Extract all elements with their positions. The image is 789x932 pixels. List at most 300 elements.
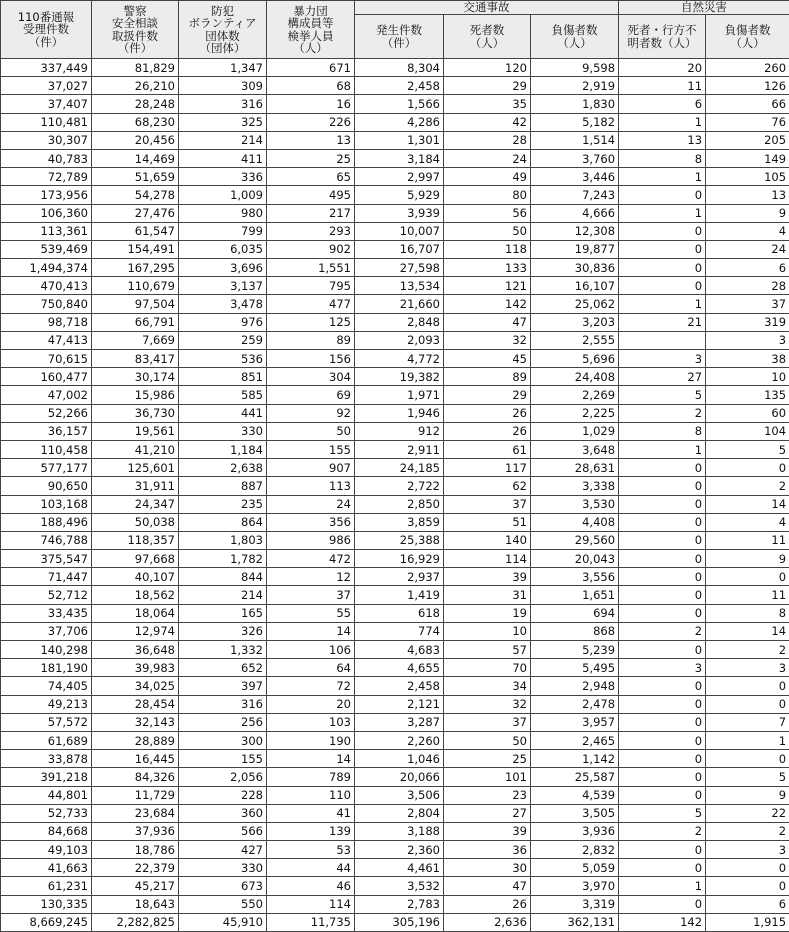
table-cell: 536: [179, 350, 267, 368]
table-cell: 6,035: [179, 240, 267, 258]
table-cell: 29: [444, 77, 531, 95]
table-cell: 1: [619, 440, 706, 458]
table-cell: 125: [267, 313, 355, 331]
table-row: [1, 386, 789, 404]
table-cell: 51,659: [92, 168, 179, 186]
table-row: [1, 95, 789, 113]
table-cell: 2,832: [531, 841, 619, 859]
table-cell: 1,651: [531, 586, 619, 604]
table-cell: 2,911: [355, 440, 444, 458]
table-cell: 5,495: [531, 659, 619, 677]
table-cell: 11,735: [267, 913, 355, 931]
table-cell: 23: [444, 786, 531, 804]
table-cell: 2,948: [531, 677, 619, 695]
table-cell: 18,562: [92, 586, 179, 604]
table-cell: 27,598: [355, 259, 444, 277]
table-cell: 694: [531, 604, 619, 622]
table-cell: 160,477: [1, 368, 92, 386]
table-cell: 49: [444, 168, 531, 186]
table-row: [1, 259, 789, 277]
table-cell: 0: [619, 277, 706, 295]
table-cell: 140: [444, 531, 531, 549]
table-cell: 391,218: [1, 768, 92, 786]
table-cell: 24,408: [531, 368, 619, 386]
table-cell: 0: [619, 513, 706, 531]
table-cell: 190: [267, 731, 355, 749]
table-cell: 98,718: [1, 313, 92, 331]
table-cell: 1,782: [179, 550, 267, 568]
table-cell: 566: [179, 822, 267, 840]
table-cell: 0: [619, 695, 706, 713]
table-cell: 19,561: [92, 422, 179, 440]
table-row: [1, 240, 789, 258]
table-cell: 799: [179, 222, 267, 240]
table-cell: 110,679: [92, 277, 179, 295]
table-cell: 1,803: [179, 531, 267, 549]
table-cell: 30,836: [531, 259, 619, 277]
table-cell: 902: [267, 240, 355, 258]
table-cell: 12,974: [92, 622, 179, 640]
table-cell: 114: [444, 550, 531, 568]
table-cell: 32,143: [92, 713, 179, 731]
table-cell: 149: [706, 149, 789, 167]
table-cell: 5,059: [531, 859, 619, 877]
table-cell: 52,266: [1, 404, 92, 422]
table-cell: 80: [444, 186, 531, 204]
table-cell: 356: [267, 513, 355, 531]
table-cell: 1: [619, 295, 706, 313]
table-cell: 97,504: [92, 295, 179, 313]
table-cell: 7: [706, 713, 789, 731]
table-cell: 5: [619, 386, 706, 404]
table-cell: 89: [267, 331, 355, 349]
table-cell: 8: [706, 604, 789, 622]
table-cell: 986: [267, 531, 355, 549]
table-cell: 4,772: [355, 350, 444, 368]
table-cell: 25,062: [531, 295, 619, 313]
table-cell: 0: [619, 222, 706, 240]
table-cell: 103: [267, 713, 355, 731]
table-cell: 20,066: [355, 768, 444, 786]
table-cell: 18,786: [92, 841, 179, 859]
table-cell: 1: [619, 877, 706, 895]
table-cell: 0: [619, 568, 706, 586]
table-cell: 3,530: [531, 495, 619, 513]
table-row: [1, 149, 789, 167]
table-cell: 31: [444, 586, 531, 604]
table-cell: 746,788: [1, 531, 92, 549]
table-cell: 49,213: [1, 695, 92, 713]
table-cell: 32: [444, 695, 531, 713]
table-cell: 13: [706, 186, 789, 204]
table-cell: 45,217: [92, 877, 179, 895]
table-cell: 30,174: [92, 368, 179, 386]
table-cell: 2,997: [355, 168, 444, 186]
table-cell: 8,669,245: [1, 913, 92, 931]
table-cell: 24: [267, 495, 355, 513]
table-cell: 1,566: [355, 95, 444, 113]
table-cell: 61,689: [1, 731, 92, 749]
table-cell: 3,696: [179, 259, 267, 277]
table-cell: 24,347: [92, 495, 179, 513]
table-cell: 13: [619, 131, 706, 149]
header-110-calls: 110番通報 受理件数 （件）: [1, 1, 92, 59]
table-cell: 2: [706, 477, 789, 495]
table-cell: 130,335: [1, 895, 92, 913]
table-cell: 30: [444, 859, 531, 877]
table-cell: 1,419: [355, 586, 444, 604]
table-cell: 411: [179, 149, 267, 167]
table-cell: 550: [179, 895, 267, 913]
table-cell: 4,683: [355, 641, 444, 659]
table-cell: 0: [619, 495, 706, 513]
table-cell: 618: [355, 604, 444, 622]
table-cell: 3: [706, 659, 789, 677]
table-cell: 0: [619, 641, 706, 659]
table-cell: 18,643: [92, 895, 179, 913]
table-cell: 47,002: [1, 386, 92, 404]
table-cell: 472: [267, 550, 355, 568]
table-cell: 25,587: [531, 768, 619, 786]
table-cell: 74,405: [1, 677, 92, 695]
table-cell: 1,971: [355, 386, 444, 404]
table-cell: 300: [179, 731, 267, 749]
table-cell: 19,382: [355, 368, 444, 386]
table-cell: 37: [267, 586, 355, 604]
table-cell: 260: [706, 59, 789, 77]
table-cell: 45: [444, 350, 531, 368]
table-cell: 3,760: [531, 149, 619, 167]
table-cell: 7,243: [531, 186, 619, 204]
table-cell: 3: [619, 350, 706, 368]
table-cell: 316: [179, 695, 267, 713]
table-cell: 3,556: [531, 568, 619, 586]
table-row: [1, 168, 789, 186]
table-cell: 0: [619, 550, 706, 568]
table-cell: 14: [706, 622, 789, 640]
table-cell: 40,107: [92, 568, 179, 586]
table-cell: 3,184: [355, 149, 444, 167]
table-cell: 9: [706, 204, 789, 222]
table-cell: 3,970: [531, 877, 619, 895]
table-cell: 10,007: [355, 222, 444, 240]
table-cell: 4,666: [531, 204, 619, 222]
table-cell: 45,910: [179, 913, 267, 931]
table-cell: 2: [706, 641, 789, 659]
table-cell: 2,121: [355, 695, 444, 713]
table-cell: 71,447: [1, 568, 92, 586]
table-cell: 72: [267, 677, 355, 695]
table-cell: 55: [267, 604, 355, 622]
table-cell: 3,188: [355, 822, 444, 840]
table-cell: 133: [444, 259, 531, 277]
table-cell: 2: [619, 404, 706, 422]
table-cell: 23,684: [92, 804, 179, 822]
table-row: [1, 59, 789, 77]
table-body: [1, 59, 789, 932]
table-cell: 16: [267, 95, 355, 113]
header-disaster-injured: 負傷者数 （人）: [706, 15, 789, 59]
table-cell: 52,712: [1, 586, 92, 604]
table-cell: 8: [619, 149, 706, 167]
table-row: [1, 641, 789, 659]
table-cell: 6: [706, 895, 789, 913]
table-cell: 360: [179, 804, 267, 822]
table-cell: 673: [179, 877, 267, 895]
table-cell: 41: [267, 804, 355, 822]
table-cell: 256: [179, 713, 267, 731]
table-row: [1, 331, 789, 349]
table-cell: 103,168: [1, 495, 92, 513]
table-cell: 2: [619, 822, 706, 840]
table-cell: 0: [619, 750, 706, 768]
table-cell: 0: [619, 477, 706, 495]
table-cell: 1,494,374: [1, 259, 92, 277]
table-cell: 90,650: [1, 477, 92, 495]
table-cell: 0: [619, 841, 706, 859]
table-row: [1, 513, 789, 531]
table-row: [1, 277, 789, 295]
table-row: [1, 622, 789, 640]
table-cell: 14: [267, 622, 355, 640]
table-cell: 155: [179, 750, 267, 768]
table-cell: 156: [267, 350, 355, 368]
table-cell: 3,446: [531, 168, 619, 186]
table-cell: 106: [267, 641, 355, 659]
table-cell: 1,184: [179, 440, 267, 458]
table-row: [1, 222, 789, 240]
table-cell: 33,878: [1, 750, 92, 768]
table-cell: 30,307: [1, 131, 92, 149]
table-cell: 40,783: [1, 149, 92, 167]
table-cell: 50: [267, 422, 355, 440]
table-cell: 66,791: [92, 313, 179, 331]
table-cell: 10: [444, 622, 531, 640]
table-cell: 142: [619, 913, 706, 931]
table-cell: 50,038: [92, 513, 179, 531]
table-cell: 53: [267, 841, 355, 859]
table-cell: 50: [444, 222, 531, 240]
table-cell: 65: [267, 168, 355, 186]
table-cell: 57: [444, 641, 531, 659]
table-row: [1, 822, 789, 840]
table-cell: 39: [444, 568, 531, 586]
table-cell: 41,663: [1, 859, 92, 877]
table-cell: 14,469: [92, 149, 179, 167]
table-cell: 5,182: [531, 113, 619, 131]
table-cell: 0: [706, 877, 789, 895]
table-cell: 44: [267, 859, 355, 877]
table-row: [1, 77, 789, 95]
header-crime-prevention-volunteers: 防犯 ボランティア 団体数 （団体）: [179, 1, 267, 59]
table-cell: 155: [267, 440, 355, 458]
table-cell: 2,282,825: [92, 913, 179, 931]
header-traffic-deaths: 死者数 （人）: [444, 15, 531, 59]
table-cell: 228: [179, 786, 267, 804]
table-cell: 120: [444, 59, 531, 77]
table-cell: 181,190: [1, 659, 92, 677]
table-cell: 868: [531, 622, 619, 640]
table-row: [1, 131, 789, 149]
table-cell: 31,911: [92, 477, 179, 495]
table-cell: 5: [706, 768, 789, 786]
table-cell: 0: [619, 786, 706, 804]
table-cell: 3,939: [355, 204, 444, 222]
table-cell: 976: [179, 313, 267, 331]
table-cell: 37,407: [1, 95, 92, 113]
table-row: [1, 750, 789, 768]
table-cell: 217: [267, 204, 355, 222]
table-cell: 29,560: [531, 531, 619, 549]
table-cell: 1: [619, 204, 706, 222]
table-cell: 110,458: [1, 440, 92, 458]
table-cell: 34,025: [92, 677, 179, 695]
table-row: [1, 368, 789, 386]
table-cell: 37,936: [92, 822, 179, 840]
table-cell: 0: [619, 586, 706, 604]
table-cell: 64: [267, 659, 355, 677]
table-cell: 316: [179, 95, 267, 113]
table-cell: 14: [706, 495, 789, 513]
table-cell: 4: [706, 513, 789, 531]
table-cell: 72,789: [1, 168, 92, 186]
table-cell: 28,454: [92, 695, 179, 713]
table-cell: 21,660: [355, 295, 444, 313]
table-cell: 305,196: [355, 913, 444, 931]
table-cell: 26: [444, 404, 531, 422]
table-cell: 0: [706, 568, 789, 586]
table-cell: 5: [706, 440, 789, 458]
table-cell: 214: [179, 586, 267, 604]
table-cell: 0: [619, 895, 706, 913]
table-cell: 293: [267, 222, 355, 240]
table-cell: 118: [444, 240, 531, 258]
table-cell: 4,655: [355, 659, 444, 677]
table-cell: 319: [706, 313, 789, 331]
table-cell: 2,465: [531, 731, 619, 749]
table-cell: 66: [706, 95, 789, 113]
header-traffic-injured: 負傷者数 （人）: [531, 15, 619, 59]
table-cell: 52,733: [1, 804, 92, 822]
table-cell: 35: [444, 95, 531, 113]
table-cell: 3,859: [355, 513, 444, 531]
table-cell: 22,379: [92, 859, 179, 877]
table-cell: 1,946: [355, 404, 444, 422]
table-cell: 1,551: [267, 259, 355, 277]
table-row: [1, 586, 789, 604]
table-cell: 0: [706, 750, 789, 768]
table-cell: 24: [706, 240, 789, 258]
table-cell: 304: [267, 368, 355, 386]
table-cell: 28: [706, 277, 789, 295]
table-row: [1, 440, 789, 458]
table-cell: 887: [179, 477, 267, 495]
table-cell: 68,230: [92, 113, 179, 131]
table-cell: 20: [619, 59, 706, 77]
table-cell: 441: [179, 404, 267, 422]
table-cell: 47,413: [1, 331, 92, 349]
table-cell: 37: [706, 295, 789, 313]
table-cell: 33,435: [1, 604, 92, 622]
table-cell: 362,131: [531, 913, 619, 931]
table-cell: 2,848: [355, 313, 444, 331]
table-cell: 50: [444, 731, 531, 749]
table-cell: 60: [706, 404, 789, 422]
table-cell: 2,919: [531, 77, 619, 95]
table-cell: 5,696: [531, 350, 619, 368]
table-cell: 154,491: [92, 240, 179, 258]
table-row: [1, 841, 789, 859]
table-cell: 25,388: [355, 531, 444, 549]
table-cell: 2,636: [444, 913, 531, 931]
table-cell: 4,408: [531, 513, 619, 531]
header-traffic-cases: 発生件数 （件）: [355, 15, 444, 59]
table-cell: 139: [267, 822, 355, 840]
table-cell: 27: [619, 368, 706, 386]
table-cell: 105: [706, 168, 789, 186]
table-cell: 11: [706, 586, 789, 604]
table-cell: 3: [619, 659, 706, 677]
table-cell: [619, 331, 706, 349]
table-cell: 1,514: [531, 131, 619, 149]
table-cell: 126: [706, 77, 789, 95]
table-cell: 980: [179, 204, 267, 222]
table-row: [1, 695, 789, 713]
table-cell: 427: [179, 841, 267, 859]
table-cell: 2,804: [355, 804, 444, 822]
table-cell: 0: [619, 186, 706, 204]
table-cell: 907: [267, 459, 355, 477]
table-cell: 92: [267, 404, 355, 422]
table-cell: 42: [444, 113, 531, 131]
table-cell: 27: [444, 804, 531, 822]
table-cell: 912: [355, 422, 444, 440]
table-cell: 46: [267, 877, 355, 895]
table-cell: 2,458: [355, 677, 444, 695]
table-cell: 12,308: [531, 222, 619, 240]
table-cell: 3,936: [531, 822, 619, 840]
table-row: [1, 568, 789, 586]
table-cell: 56: [444, 204, 531, 222]
table-cell: 844: [179, 568, 267, 586]
table-cell: 9: [706, 550, 789, 568]
table-cell: 3: [706, 331, 789, 349]
total-row: [1, 913, 789, 931]
header-safety-consultations: 警察 安全相談 取扱件数 （件）: [92, 1, 179, 59]
table-cell: 84,326: [92, 768, 179, 786]
table-cell: 173,956: [1, 186, 92, 204]
table-cell: 1: [619, 113, 706, 131]
table-row: [1, 677, 789, 695]
table-cell: 101: [444, 768, 531, 786]
table-cell: 20: [267, 695, 355, 713]
table-cell: 0: [619, 713, 706, 731]
table-cell: 11: [706, 531, 789, 549]
header-group-natural-disasters: 自然災害: [619, 1, 789, 15]
table-cell: 188,496: [1, 513, 92, 531]
table-cell: 37,706: [1, 622, 92, 640]
table-cell: 76: [706, 113, 789, 131]
table-cell: 8,304: [355, 59, 444, 77]
table-cell: 3,957: [531, 713, 619, 731]
table-cell: 20,043: [531, 550, 619, 568]
table-cell: 539,469: [1, 240, 92, 258]
table-cell: 19: [444, 604, 531, 622]
table-cell: 2,850: [355, 495, 444, 513]
table-cell: 652: [179, 659, 267, 677]
table-cell: 113: [267, 477, 355, 495]
table-cell: 2,722: [355, 477, 444, 495]
